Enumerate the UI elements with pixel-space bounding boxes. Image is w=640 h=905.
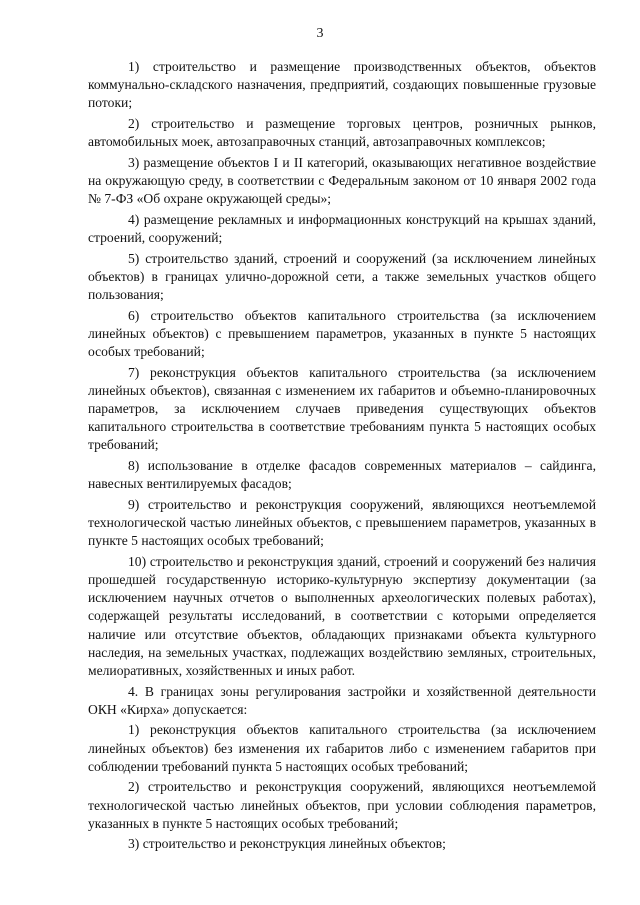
- paragraph-4: 4) размещение рекламных и информационных конструкций на крышах зданий, строений, сооружений;: [88, 211, 596, 245]
- paragraph-7: 7) реконструкция объектов капитального строительства (за исключением линейных объектов), связанная с изменением их габаритов и объемно-планировочных параметров, за исключением случаев приведения существующих объектов капитального строительства в соответствие требованиям пункта 5 настоящих особых требований;: [88, 364, 596, 453]
- allowed-item-1: 1) реконструкция объектов капитального строительства (за исключением линейных объектов) без изменения их габаритов либо с изменением габаритов при соблюдении требований пункта 5 настоящих особых требований;: [88, 722, 596, 774]
- paragraph-2: 2) строительство и размещение торговых центров, розничных рынков, автомобильных моек, автозаправочных станций, автозаправочных комплексов;: [88, 116, 596, 150]
- paragraph-10: 10) строительство и реконструкция зданий, строений и сооружений без наличия прошедшей государственную историко-культурную экспертизу документации (за исключением научных отчетов о выполненных археологических полевых работах), содержащей результаты исследований, в соответствии с которыми определяется наличие или отсутствие объектов, обладающих признаками объекта культурного наследия, на земельных участках, подлежащих воздействию земляных, строительных, мелиоративных, хозяйственных и иных работ.: [88, 553, 596, 679]
- page-number: 3: [316, 26, 324, 41]
- document-body: [88, 58, 596, 856]
- paragraph-6: 6) строительство объектов капитального строительства (за исключением линейных объектов) с превышением параметров, указанных в пункте 5 настоящих особых требований;: [88, 307, 596, 359]
- paragraph-9: 9) строительство и реконструкция сооружений, являющихся неотъемлемой технологической частью линейных объектов, с превышением параметров, указанных в пункте 5 настоящих особых требований;: [88, 496, 596, 549]
- paragraph-5: 5) строительство зданий, строений и сооружений (за исключением линейных объектов) в границах улично-дорожной сети, а также земельных участков общего пользования;: [88, 250, 596, 302]
- paragraph-8: 8) использование в отделке фасадов современных материалов – сайдинга, навесных вентилируемых фасадов;: [88, 458, 596, 492]
- allowed-item-3: 3) строительство и реконструкция линейных объектов;: [128, 836, 446, 852]
- allowed-item-2: 2) строительство и реконструкция сооружений, являющихся неотъемлемой технологической частью линейных объектов, при условии соблюдения параметров, указанных в пункте 5 настоящих особых требований;: [88, 779, 596, 831]
- paragraph-1: 1) строительство и размещение производственных объектов, объектов коммунально-складского назначения, предприятий, создающих повышенные грузовые потоки;: [88, 59, 596, 111]
- paragraph-3: 3) размещение объектов I и II категорий, оказывающих негативное воздействие на окружающую среду, в соответствии с Федеральным законом от 10 января 2002 года № 7-ФЗ «Об охране окружающей среды»;: [88, 154, 596, 207]
- section-4-intro: 4. В границах зоны регулирования застройки и хозяйственной деятельности ОКН «Кирха» допускается:: [88, 683, 596, 717]
